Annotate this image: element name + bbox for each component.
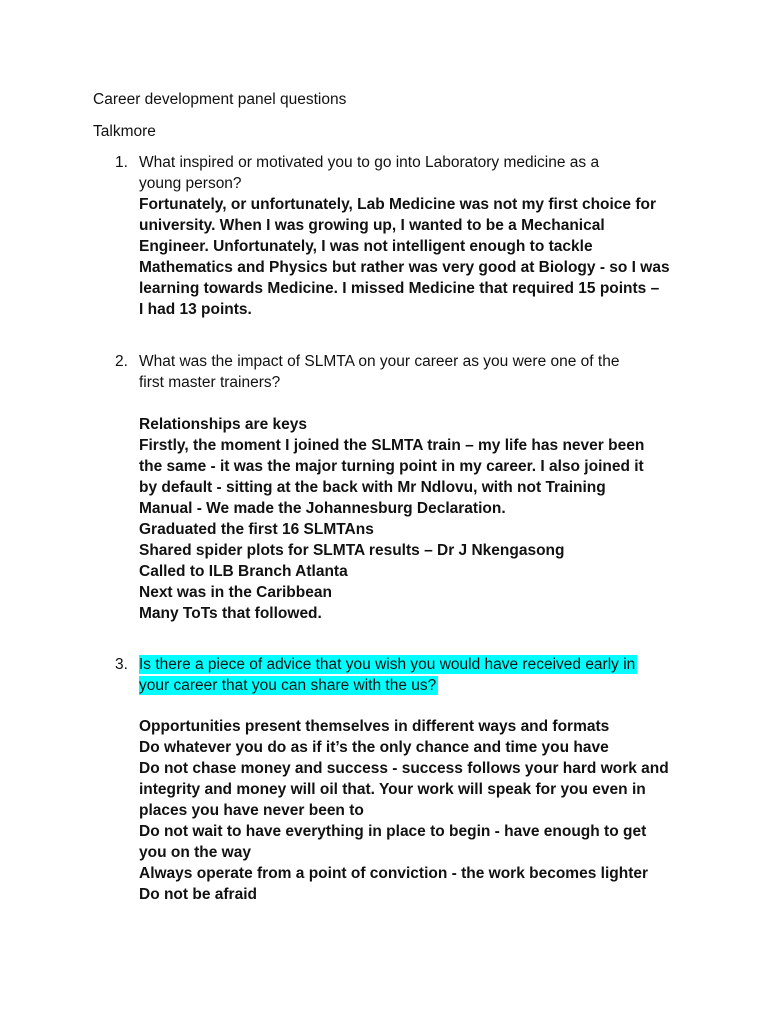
highlighted-question-line: Is there a piece of advice that you wish you would have received early in — [139, 656, 636, 673]
answer-1 — [139, 194, 684, 320]
question-2 — [139, 351, 679, 393]
answer-line: Mathematics and Physics but rather was very good at Biology - so I was — [139, 259, 670, 276]
answer-line: you on the way — [139, 844, 251, 861]
author-name: Talkmore — [93, 123, 156, 140]
answer-line: Always operate from a point of conviction - the work becomes lighter — [139, 865, 649, 882]
answer-line: Manual - We made the Johannesburg Declaration. — [139, 500, 506, 517]
answer-line: Firstly, the moment I joined the SLMTA train – my life has never been — [139, 437, 645, 454]
question-line: What inspired or motivated you to go into Laboratory medicine as a — [139, 154, 600, 171]
answer-line: places you have never been to — [139, 802, 364, 819]
question-line: young person? — [139, 175, 242, 192]
answer-2 — [139, 414, 684, 624]
document-title: Career development panel questions — [93, 91, 347, 108]
answer-3 — [139, 716, 684, 905]
answer-line: I had 13 points. — [139, 301, 252, 318]
highlighted-question-line: your career that you can share with the us? — [139, 677, 437, 694]
answer-line: Do whatever you do as if it’s the only chance and time you have — [139, 739, 609, 756]
answer-line: by default - sitting at the back with Mr Ndlovu, with not Training — [139, 479, 606, 496]
question-number: 1. — [115, 154, 128, 171]
question-number: 2. — [115, 353, 128, 370]
answer-line: Do not wait to have everything in place to begin - have enough to get — [139, 823, 647, 840]
answer-line: integrity and money will oil that. Your work will speak for you even in — [139, 781, 646, 798]
answer-line: Shared spider plots for SLMTA results – Dr J Nkengasong — [139, 542, 565, 559]
answer-line: Many ToTs that followed. — [139, 605, 322, 622]
answer-line: university. When I was growing up, I wanted to be a Mechanical — [139, 217, 605, 234]
answer-line: the same - it was the major turning point in my career. I also joined it — [139, 458, 644, 475]
answer-line: Graduated the first 16 SLMTAns — [139, 521, 374, 538]
question-3-highlighted — [139, 654, 679, 696]
answer-line: Next was in the Caribbean — [139, 584, 332, 601]
answer-line: Called to ILB Branch Atlanta — [139, 563, 348, 580]
answer-line: Fortunately, or unfortunately, Lab Medicine was not my first choice for — [139, 196, 657, 213]
question-line: What was the impact of SLMTA on your career as you were one of the — [139, 353, 620, 370]
answer-line: Do not be afraid — [139, 886, 257, 903]
question-1 — [139, 152, 679, 194]
answer-line: Engineer. Unfortunately, I was not intelligent enough to tackle — [139, 238, 593, 255]
answer-line: Do not chase money and success - success follows your hard work and — [139, 760, 669, 777]
question-number: 3. — [115, 656, 128, 673]
question-line: first master trainers? — [139, 374, 281, 391]
answer-line: learning towards Medicine. I missed Medicine that required 15 points – — [139, 280, 660, 297]
answer-line: Relationships are keys — [139, 416, 307, 433]
answer-line: Opportunities present themselves in different ways and formats — [139, 718, 610, 735]
